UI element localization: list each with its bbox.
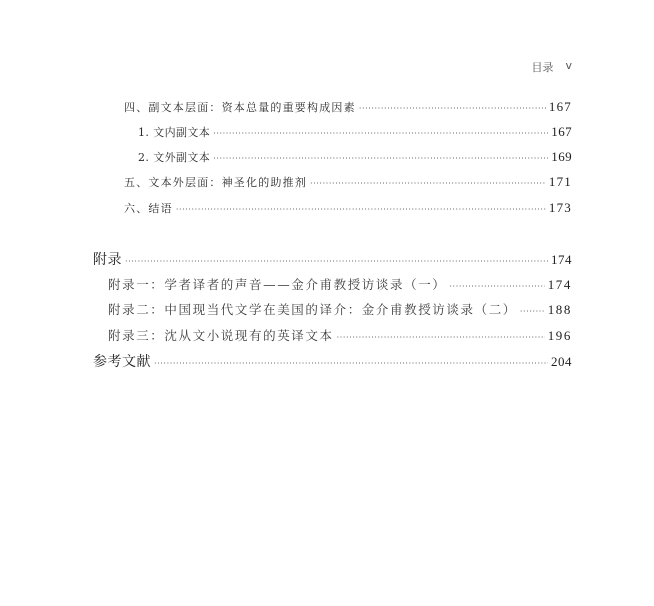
header-page-number: v <box>565 59 572 72</box>
dot-leader <box>520 302 545 317</box>
toc-entry-label: 五、文本外层面：神圣化的助推剂 <box>124 176 307 189</box>
dot-leader <box>176 202 546 215</box>
toc-entry-page: 167 <box>551 124 572 139</box>
toc-entry[interactable] <box>124 200 572 216</box>
dot-leader <box>359 101 546 114</box>
toc-entry-page: 204 <box>551 354 572 369</box>
toc-entry-page: 196 <box>547 328 572 343</box>
toc-entry-label: 六、结语 <box>124 202 173 215</box>
dot-leader <box>213 151 548 164</box>
toc-entry[interactable] <box>108 275 572 293</box>
toc-entry-label: 附录 <box>93 252 122 268</box>
toc-entry[interactable] <box>124 99 572 115</box>
toc-entry-label: 附录一：学者译者的声音——金介甫教授访谈录（一） <box>108 277 447 292</box>
toc-entry-label: 2. 文外副文本 <box>138 151 211 164</box>
toc-entry-page: 188 <box>547 302 572 317</box>
dot-leader <box>449 277 544 292</box>
toc-entry-page: 169 <box>551 149 572 164</box>
toc-entry[interactable] <box>108 300 572 318</box>
toc-entry-label: 附录三：沈从文小说现有的英译文本 <box>108 328 334 343</box>
toc-entry-page: 174 <box>547 277 572 292</box>
dot-leader <box>125 252 548 268</box>
toc-entry-page: 167 <box>548 99 572 114</box>
dot-leader <box>337 328 545 343</box>
toc-entry[interactable] <box>108 326 572 344</box>
toc-entry-label: 附录二：中国现当代文学在美国的译介：金介甫教授访谈录（二） <box>108 302 517 317</box>
toc-entry-page: 173 <box>548 200 572 215</box>
toc-entry-page: 171 <box>548 174 572 189</box>
toc-entry[interactable] <box>93 249 572 269</box>
toc-entry[interactable] <box>93 351 572 371</box>
header-section-title: 目录 <box>531 61 554 74</box>
dot-leader <box>310 176 546 189</box>
toc-entry-page: 174 <box>551 252 572 267</box>
toc-entry-label: 四、副文本层面：资本总量的重要构成因素 <box>124 101 356 114</box>
toc-entry-label: 参考文献 <box>93 354 151 370</box>
toc-entry[interactable] <box>138 149 572 165</box>
toc-entry[interactable] <box>138 124 572 140</box>
toc-entry[interactable] <box>124 174 572 190</box>
dot-leader <box>213 126 548 139</box>
dot-leader <box>154 354 548 370</box>
toc-entry-label: 1. 文内副文本 <box>138 126 211 139</box>
running-header <box>531 59 572 75</box>
